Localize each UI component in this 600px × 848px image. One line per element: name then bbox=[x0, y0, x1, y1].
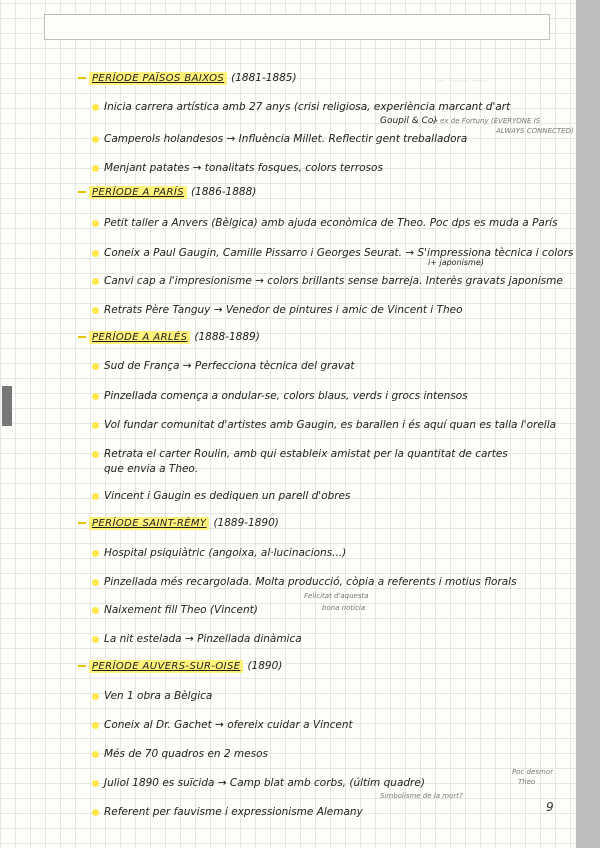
bullet-icon bbox=[92, 104, 99, 111]
bullet-icon bbox=[92, 393, 99, 400]
list-item bbox=[92, 101, 510, 113]
margin-note: Poc desmor bbox=[512, 768, 553, 776]
margin-note: Theo bbox=[518, 778, 536, 786]
binder-tab bbox=[2, 386, 12, 426]
list-item bbox=[92, 360, 355, 372]
list-item bbox=[92, 490, 350, 502]
bullet-icon bbox=[92, 579, 99, 586]
page-number: 9 bbox=[546, 800, 554, 814]
item-text: Vol fundar comunitat d'artistes amb Gaugin, es barallen i és aquí quan es talla l'orella bbox=[104, 419, 557, 431]
list-item-continuation: i+ japonisme) bbox=[428, 258, 484, 267]
item-text: La nit estelada → Pinzellada dinàmica bbox=[104, 633, 302, 645]
bullet-icon bbox=[92, 636, 99, 643]
item-text: Petit taller a Anvers (Bèlgica) amb ajuda econòmica de Theo. Poc dps es muda a París bbox=[104, 217, 558, 229]
bullet-icon bbox=[92, 307, 99, 314]
dash-marker bbox=[78, 522, 86, 524]
item-text: Pinzellada més recargolada. Molta producció, còpia a referents i motius florals bbox=[104, 576, 517, 588]
list-item bbox=[92, 133, 467, 145]
item-text: Coneix al Dr. Gachet → ofereix cuidar a Vincent bbox=[104, 719, 353, 731]
item-text: Coneix a Paul Gaugin, Camille Pissarro i Georges Seurat. → S'impressiona tècnica i colors bbox=[104, 247, 574, 259]
bullet-icon bbox=[92, 607, 99, 614]
item-text: Hospital psiquiàtric (angoixa, al·lucinacions...) bbox=[104, 547, 347, 559]
list-item bbox=[92, 448, 508, 460]
section-title: PERÍODE AUVERS-SUR-OISE bbox=[89, 660, 243, 673]
list-item bbox=[92, 777, 425, 789]
item-text: Inicia carrera artística amb 27 anys (crisi religiosa, experiència marcant d'art bbox=[104, 101, 511, 113]
item-text: Pinzellada comença a ondular-se, colors blaus, verds i grocs intensos bbox=[104, 390, 468, 402]
section-years: (1889-1890) bbox=[213, 517, 279, 529]
margin-note: bona notícia bbox=[322, 604, 366, 612]
list-item bbox=[92, 275, 563, 287]
dash-marker bbox=[78, 665, 86, 667]
bleed-through-text: — ·—— —— bbox=[436, 76, 490, 86]
item-text: Naixement fill Theo (Vincent) bbox=[104, 604, 258, 616]
bullet-icon bbox=[92, 780, 99, 787]
bullet-icon bbox=[92, 165, 99, 172]
item-text: Retrata el carter Roulin, amb qui estableix amistat per la quantitat de cartes bbox=[104, 448, 508, 460]
section-heading bbox=[78, 72, 297, 84]
list-item bbox=[92, 247, 573, 259]
bullet-icon bbox=[92, 422, 99, 429]
item-text: Retrats Père Tanguy → Venedor de pintures i amic de Vincent i Theo bbox=[104, 304, 463, 316]
dash-marker bbox=[78, 77, 86, 79]
margin-note: Felicitat d'aquesta bbox=[304, 592, 369, 600]
section-years: (1888-1889) bbox=[194, 331, 260, 343]
bullet-icon bbox=[92, 451, 99, 458]
item-text: Sud de França → Perfecciona tècnica del gravat bbox=[104, 360, 355, 372]
margin-note: ALWAYS CONNECTED) bbox=[496, 127, 574, 135]
list-item bbox=[92, 419, 556, 431]
bullet-icon bbox=[92, 809, 99, 816]
item-text: Més de 70 quadros en 2 mesos bbox=[104, 748, 268, 760]
item-text: Menjant patates → tonalitats fosques, colors terrosos bbox=[104, 162, 383, 174]
item-text: Ven 1 obra a Bèlgica bbox=[104, 690, 213, 702]
section-heading bbox=[78, 331, 260, 343]
list-item bbox=[92, 547, 346, 559]
item-text: Vincent i Gaugin es dediquen un parell d'obres bbox=[104, 490, 351, 502]
header-box bbox=[44, 14, 550, 40]
item-text: Referent per fauvisme i expressionisme Alemany bbox=[104, 806, 363, 818]
bullet-icon bbox=[92, 751, 99, 758]
list-item bbox=[92, 806, 363, 818]
bullet-icon bbox=[92, 250, 99, 257]
section-years: (1881-1885) bbox=[231, 72, 297, 84]
item-text: Canvi cap a l'impresionisme → colors brillants sense barreja. Interès gravats japonisme bbox=[104, 275, 563, 287]
section-title: PERÍODE SAINT-RÉMY bbox=[89, 517, 209, 530]
bullet-icon bbox=[92, 278, 99, 285]
list-item bbox=[92, 633, 302, 645]
item-text: Juliol 1890 es suïcida → Camp blat amb corbs, (últim quadre) bbox=[104, 777, 425, 789]
margin-note: Simbolisme de la mort? bbox=[380, 792, 463, 800]
list-item bbox=[92, 217, 558, 229]
list-item bbox=[92, 162, 383, 174]
section-years: (1886-1888) bbox=[190, 186, 257, 198]
bullet-icon bbox=[92, 722, 99, 729]
list-item bbox=[92, 719, 353, 731]
bullet-icon bbox=[92, 220, 99, 227]
list-item bbox=[92, 390, 468, 402]
list-item bbox=[92, 690, 212, 702]
section-heading bbox=[78, 186, 256, 198]
bullet-icon bbox=[92, 493, 99, 500]
bullet-icon bbox=[92, 550, 99, 557]
dash-marker bbox=[78, 336, 86, 338]
section-heading bbox=[78, 517, 279, 529]
list-item bbox=[92, 576, 517, 588]
list-item bbox=[92, 304, 463, 316]
dash-marker bbox=[78, 191, 86, 193]
bullet-icon bbox=[92, 693, 99, 700]
bullet-icon bbox=[92, 136, 99, 143]
list-item-continuation: que envia a Theo. bbox=[104, 463, 199, 475]
scan-edge bbox=[576, 0, 600, 848]
list-item bbox=[92, 748, 268, 760]
list-item-continuation: Goupil & Co) bbox=[380, 116, 437, 126]
list-item bbox=[92, 604, 258, 616]
section-years: (1890) bbox=[247, 660, 283, 672]
section-title: PERÍODE PAÏSOS BAIXOS bbox=[89, 72, 227, 85]
section-heading bbox=[78, 660, 282, 672]
section-title: PERÍODE A PARÍS bbox=[89, 186, 187, 199]
item-text: Camperols holandesos → Influència Millet. Reflectir gent treballadora bbox=[104, 133, 468, 145]
bullet-icon bbox=[92, 363, 99, 370]
section-title: PERÍODE A ARLÉS bbox=[89, 331, 190, 344]
margin-note: → ex de Fortuny (EVERYONE IS bbox=[432, 117, 541, 125]
